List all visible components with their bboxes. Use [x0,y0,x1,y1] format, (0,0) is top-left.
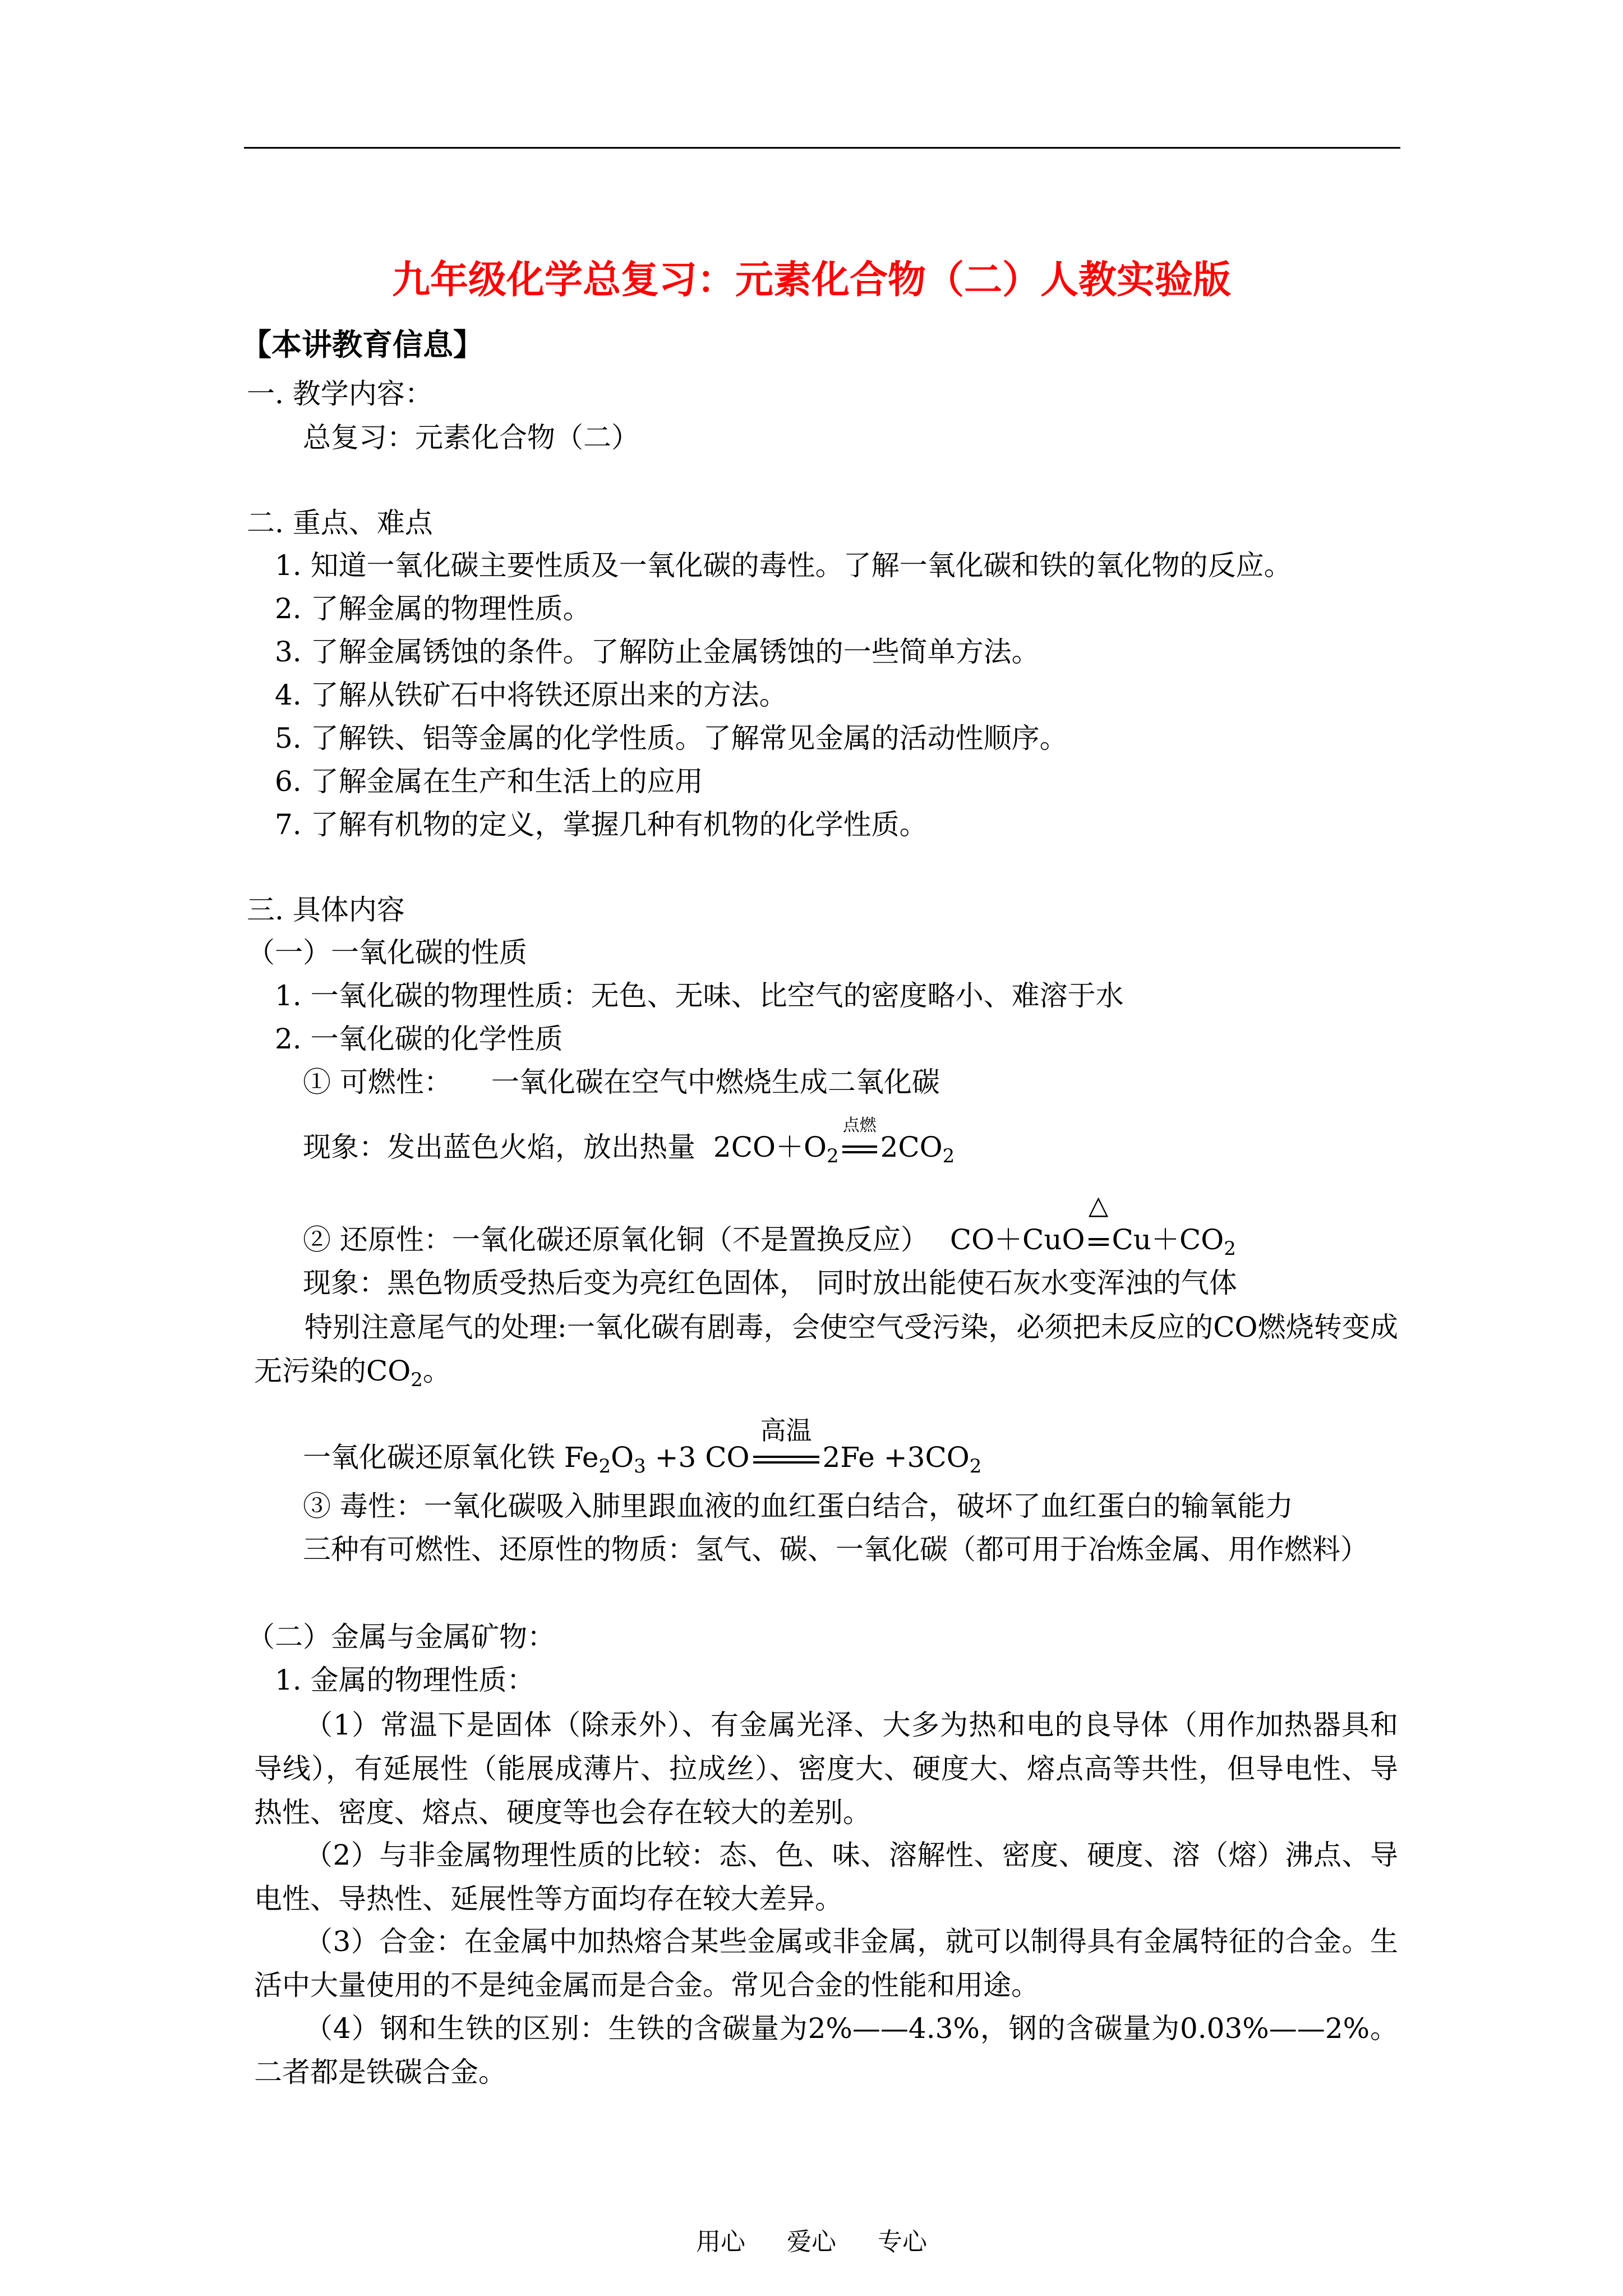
footer-word: 用心 [696,2228,745,2256]
key-point-2: 2. 了解金属的物理性质。 [275,592,591,625]
phenomenon-2: 现象：黑色物质受热后变为亮红色固体， 同时放出能使石灰水变浑浊的气体 [303,1267,1237,1299]
key-point-1: 1. 知道一氧化碳主要性质及一氧化碳的毒性。了解一氧化碳和铁的氧化物的反应。 [275,549,1292,582]
condition-high-temp: 高温 [760,1415,812,1446]
footer-word: 爱心 [787,2228,836,2256]
key-point-5: 5. 了解铁、铝等金属的化学性质。了解常见金属的活动性顺序。 [275,722,1068,754]
reducibility-text: ② 还原性：一氧化碳还原氧化铜（不是置换反应） [303,1223,929,1256]
co-physical: 1. 一氧化碳的物理性质：无色、无味、比空气的密度略小、难溶于水 [275,979,1124,1012]
metal-para-3: （3）合金：在金属中加热熔合某些金属或非金属，就可以制得具有金属特征的合金。生活中大量使用的不是纯金属而是合金。常见合金的性能和用途。 [254,1925,1398,2001]
subsection-co: （一）一氧化碳的性质 [247,936,527,969]
co-chemical: 2. 一氧化碳的化学性质 [275,1023,563,1055]
info-header: 【本讲教育信息】 [241,327,483,362]
equation-2: CO＋CuO △ $Cu+CO_2$ [950,1223,1236,1256]
equation-1: $2CO+O_2$ 点燃 $2CO_2$ [713,1131,955,1163]
equals-sign [842,1145,877,1153]
metal-para-4: （4）钢和生铁的区别：生铁的含碳量为2%——4.3%，钢的含碳量为0.03%——2%。二者都是铁碳合金。 [254,2012,1398,2088]
subsection-metals: （二）金属与金属矿物： [247,1621,555,1653]
metal-para-2: （2）与非金属物理性质的比较：态、色、味、溶解性、密度、硬度、溶（熔）沸点、导电性、导热性、延展性等方面均存在较大差异。 [254,1839,1398,1915]
phenomenon-1-line [303,1116,955,1173]
page-title: 九年级化学总复习：元素化合物（二）人教实验版 [391,258,1231,302]
metal-para-1: （1）常温下是固体（除汞外）、有金属光泽、大多为热和电的良导体（用作加热器具和导线），有延展性（能展成薄片、拉成丝）、密度大、硬度大、熔点高等共性，但导电性、导热性、密度、熔点、硬度等也会存在较大的差别。 [254,1709,1398,1829]
page-footer [0,2221,1623,2257]
reducibility-line [303,1190,1236,1266]
section-1-line: 总复习：元素化合物（二） [303,421,639,454]
combustibility-line [303,1065,940,1099]
exhaust-note: 特别注意尾气的处理:一氧化碳有剧毒，会使空气受污染，必须把未反应的CO燃烧转变成无污染的$CO_2$。 [254,1311,1398,1391]
iron-oxide-line [303,1415,982,1483]
metal-physical: 1. 金属的物理性质： [275,1664,535,1696]
key-point-7: 7. 了解有机物的定义，掌握几种有机物的化学性质。 [275,808,928,841]
key-point-3: 3. 了解金属锈蚀的条件。了解防止金属锈蚀的一些简单方法。 [275,636,1040,668]
combustibility-label: ① 可燃性： [303,1066,452,1098]
iron-oxide-text: 一氧化碳还原氧化铁 [303,1441,555,1474]
condition-heat: △ [1088,1190,1109,1220]
equals-sign [1089,1238,1109,1246]
condition-ignite: 点燃 [842,1116,877,1135]
equals-sign [753,1456,819,1464]
footer-word: 专心 [878,2228,927,2256]
section-3-heading: 三. 具体内容 [247,894,405,926]
header-rule [244,147,1400,149]
three-substances: 三种有可燃性、还原性的物质：氢气、碳、一氧化碳（都可用于冶炼金属、用作燃料） [303,1533,1368,1566]
equation-3: $Fe_2O_3 +3$ CO 高温 $2Fe +3CO_2$ [564,1441,981,1474]
key-point-6: 6. 了解金属在生产和生活上的应用 [275,765,703,798]
combustibility-text: 一氧化碳在空气中燃烧生成二氧化碳 [491,1066,940,1098]
co-toxicity: ③ 毒性：一氧化碳吸入肺里跟血液的血红蛋白结合，破坏了血红蛋白的输氧能力 [303,1490,1293,1522]
phenomenon-1: 现象：发出蓝色火焰，放出热量 [303,1131,695,1163]
section-1-heading: 一. 教学内容： [247,378,433,410]
key-point-4: 4. 了解从铁矿石中将铁还原出来的方法。 [275,679,787,711]
section-2-heading: 二. 重点、难点 [247,507,433,539]
